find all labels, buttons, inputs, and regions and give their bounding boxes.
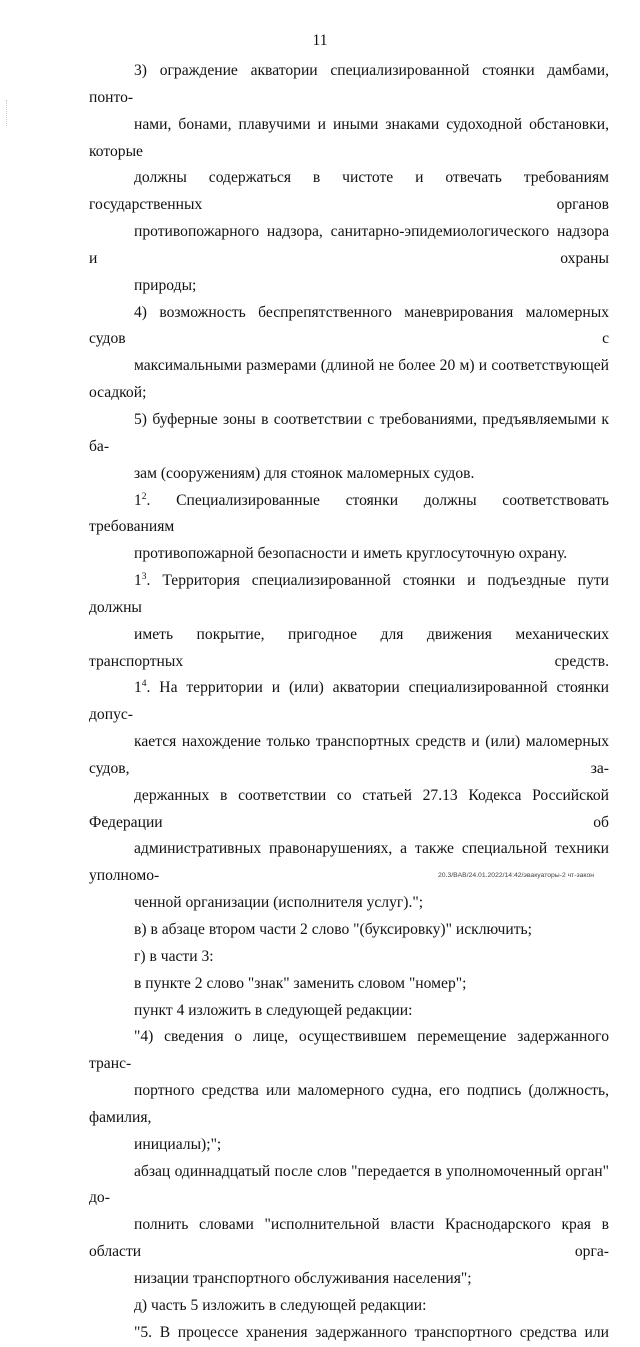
text-line: инициалы);"; [134,1135,222,1153]
text-line: портного средства или маломерного судна, его подпись (должность, фамилия, [89,1082,609,1126]
paragraph-point-4-text [89,1024,609,1158]
text-line: 3) ограждение акватории специализированной стоянки дамбами, понто- [89,62,609,106]
paragraph-abzats-11 [89,1159,609,1293]
paragraph-amend-g [89,944,609,971]
text-line [89,488,609,542]
paragraph-amend-d [89,1293,609,1320]
text-line: пункт 4 изложить в следующей редакции: [134,1001,413,1019]
clause-number: 1 [134,679,142,697]
paragraph-1-3 [89,568,609,675]
text-line: д) часть 5 изложить в следующей редакции: [134,1296,427,1314]
text-line: административных правонарушениях, а также специальной техники уполномо- [89,840,609,885]
text-line: в пункте 2 слово "знак" заменить словом "номер"; [134,974,467,992]
document-body [89,58,609,1347]
footer-file-code: 20.3/BAB/24.01.2022/14:42/эвакуаторы-2 чт-закон [438,872,595,879]
clause-text: . На территории и (или) акватории специализированной стоянки допус- [89,679,609,724]
paragraph-item-4 [89,300,609,407]
text-line: 5) буферные зоны в соответствии с требованиями, предъявляемыми к ба- [89,410,609,455]
text-line: природы; [134,276,197,294]
clause-number: 1 [134,572,142,590]
text-line: в) в абзаце втором части 2 слово "(буксировку)" исключить; [134,921,532,938]
text-line: абзац одиннадцатый после слов "передается в уполномоченный орган" до- [89,1162,609,1207]
text-line: нами, бонами, плавучими и иными знаками судоходной обстановки, которые [89,115,609,160]
margin-mark [6,100,9,126]
text-line: кается нахождение только транспортных средств и (или) маломерных судов, за- [89,733,609,777]
paragraph-point-2 [89,971,609,998]
text-line: низации транспортного обслуживания населения"; [134,1269,472,1287]
text-line: полнить словами "исполнительной власти Краснодарского края в области орга- [89,1216,609,1261]
text-line: максимальными размерами (длиной не более 20 м) и соответствующей осадкой; [89,357,609,402]
paragraph-amend-v [89,917,609,944]
paragraph-point-4-intro [89,998,609,1025]
text-line: г) в части 3: [134,947,214,965]
text-line: должны содержаться в чистоте и отвечать требованиям государственных органов [89,169,609,214]
paragraph-part-5 [89,1320,609,1347]
paragraph-1-2 [89,488,609,569]
text-line: "5. В процессе хранения задержанного транспортного средства или [134,1323,609,1341]
page-number: 11 [312,32,328,49]
text-line: противопожарного надзора, санитарно-эпидемиологического надзора и охраны [89,223,609,267]
clause-text: . Специализированные стоянки должны соответствовать требованиям [89,491,609,536]
text-line [89,675,609,729]
paragraph-item-3 [89,58,609,300]
text-line: иметь покрытие, пригодное для движения механических транспортных средств. [89,625,609,670]
paragraph-1-4 [89,675,609,917]
text-line: противопожарной безопасности и иметь круглосуточную охрану. [134,545,568,563]
clause-superscript: 4 [141,679,147,690]
clause-superscript: 3 [141,572,147,583]
clause-superscript: 2 [141,491,147,502]
paragraph-item-5 [89,407,609,488]
text-line: зам (сооружениям) для стоянок маломерных судов. [134,464,475,482]
text-line [89,568,609,622]
clause-number: 1 [134,491,142,509]
text-line: держанных в соответствии со статьей 27.13 Кодекса Российской Федерации об [89,786,609,831]
text-line: ченной организации (исполнителя услуг)."; [134,894,424,912]
text-line: 4) возможность беспрепятственного маневрирования маломерных судов с [89,303,609,348]
clause-text: . Территория специализированной стоянки и подъездные пути должны [89,572,609,616]
text-line: "4) сведения о лице, осуществившем перемещение задержанного транс- [89,1028,609,1073]
